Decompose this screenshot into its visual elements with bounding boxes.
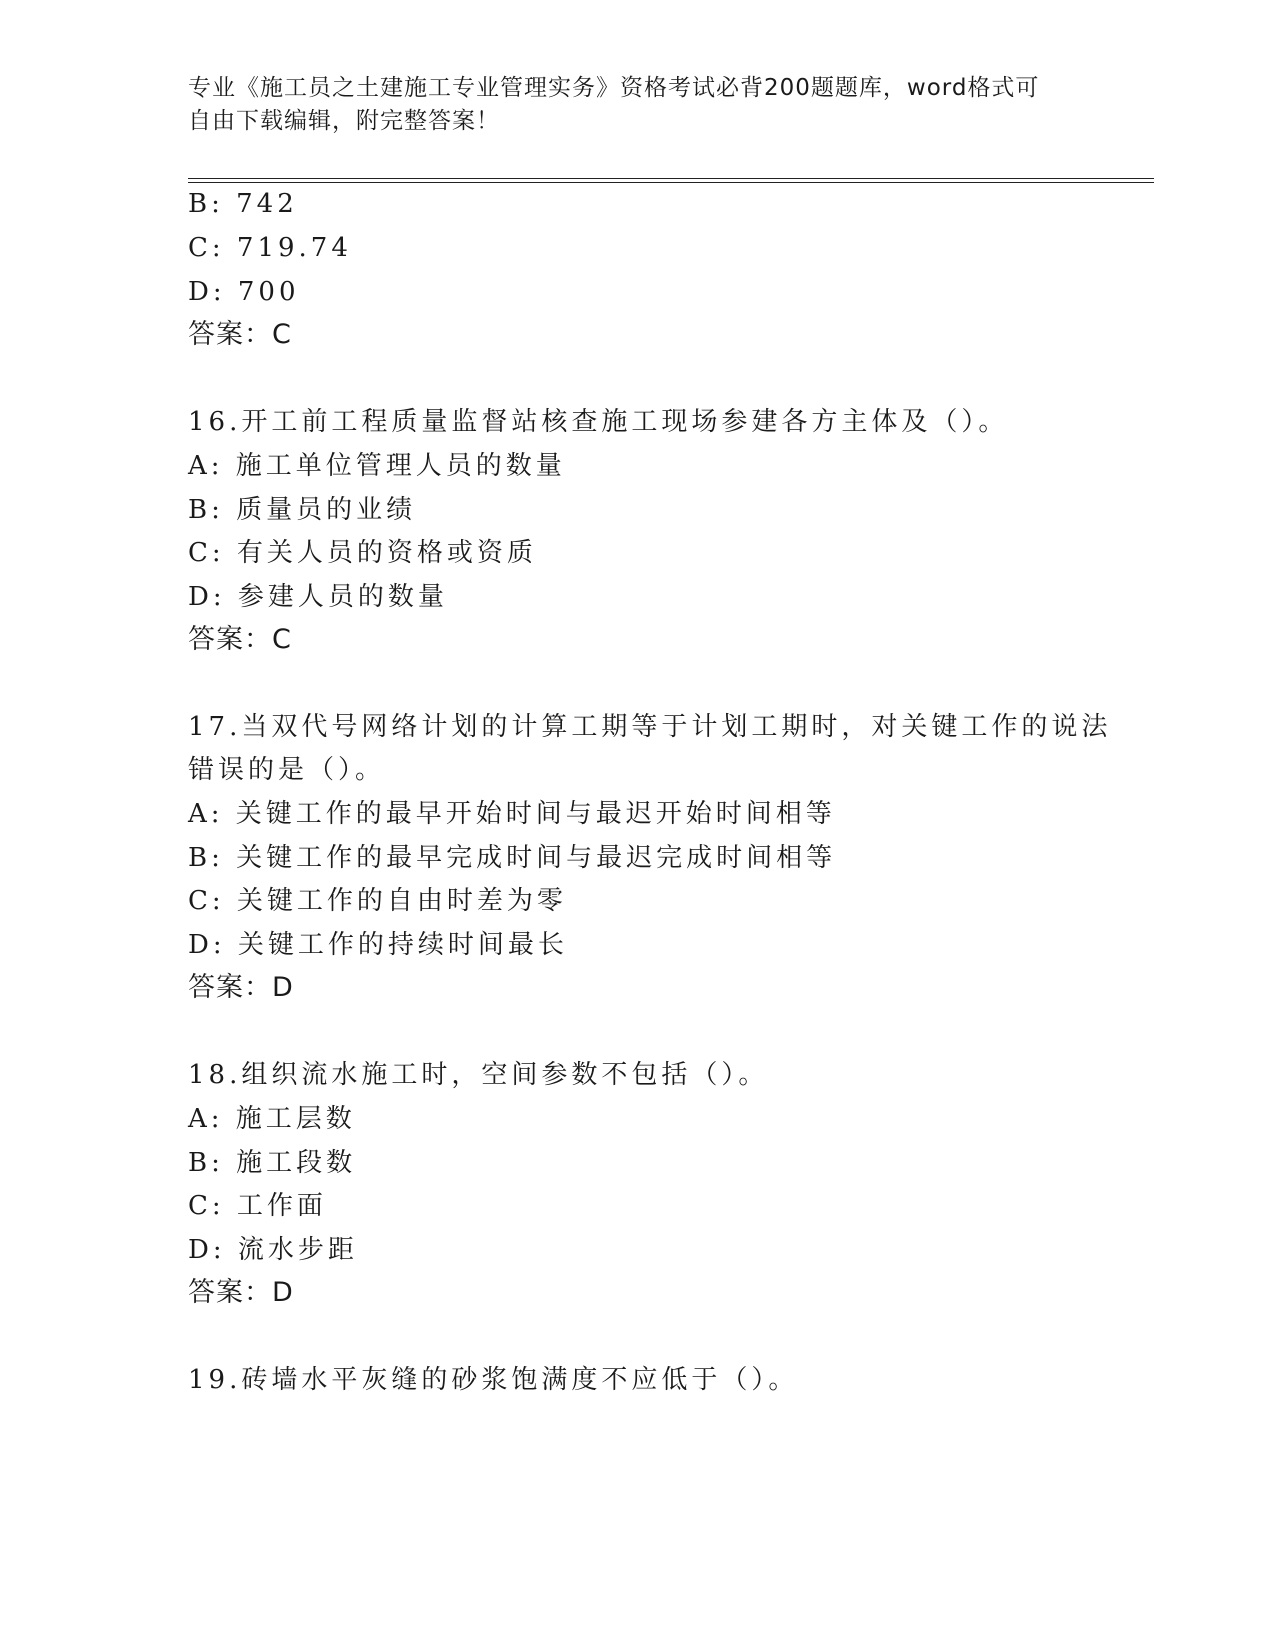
option-c: C: 工作面 [188, 1191, 327, 1221]
option-c: C: 719.74 [188, 233, 352, 263]
question-18-stem: 18.组织流水施工时，空间参数不包括（）。 [188, 1060, 769, 1090]
answer-line: 答案：C [188, 624, 292, 655]
option-b: B: 关键工作的最早完成时间与最迟完成时间相等 [188, 843, 837, 873]
answer-line: 答案：D [188, 972, 294, 1003]
option-b: B: 施工段数 [188, 1148, 357, 1178]
header-rule-bottom [188, 182, 1154, 183]
option-a: A: 施工层数 [188, 1104, 356, 1134]
question-16-stem: 16.开工前工程质量监督站核查施工现场参建各方主体及（）。 [188, 407, 1009, 437]
option-d: D: 关键工作的持续时间最长 [188, 930, 568, 960]
option-d: D: 流水步距 [188, 1235, 358, 1265]
question-17-stem-line-1: 17.当双代号网络计划的计算工期等于计划工期时，对关键工作的说法 [188, 712, 1112, 742]
header-title-line-2: 自由下载编辑，附完整答案！ [188, 108, 500, 134]
option-c: C: 关键工作的自由时差为零 [188, 886, 567, 916]
option-c: C: 有关人员的资格或资质 [188, 538, 537, 568]
answer-line: 答案：C [188, 319, 292, 350]
option-a: A: 施工单位管理人员的数量 [188, 451, 566, 481]
header-title-line-1: 专业《施工员之土建施工专业管理实务》资格考试必背200题题库，word格式可 [188, 75, 1040, 101]
question-17-stem-line-2: 错误的是（）。 [188, 755, 386, 785]
option-b: B: 742 [188, 189, 298, 219]
header-rule-top [188, 178, 1154, 179]
option-d: D: 参建人员的数量 [188, 582, 448, 612]
option-d: D: 700 [188, 277, 300, 307]
option-b: B: 质量员的业绩 [188, 495, 417, 525]
answer-line: 答案：D [188, 1277, 294, 1308]
document-header [188, 72, 1088, 138]
question-19-stem: 19.砖墙水平灰缝的砂浆饱满度不应低于（）。 [188, 1365, 799, 1395]
option-a: A: 关键工作的最早开始时间与最迟开始时间相等 [188, 799, 836, 829]
